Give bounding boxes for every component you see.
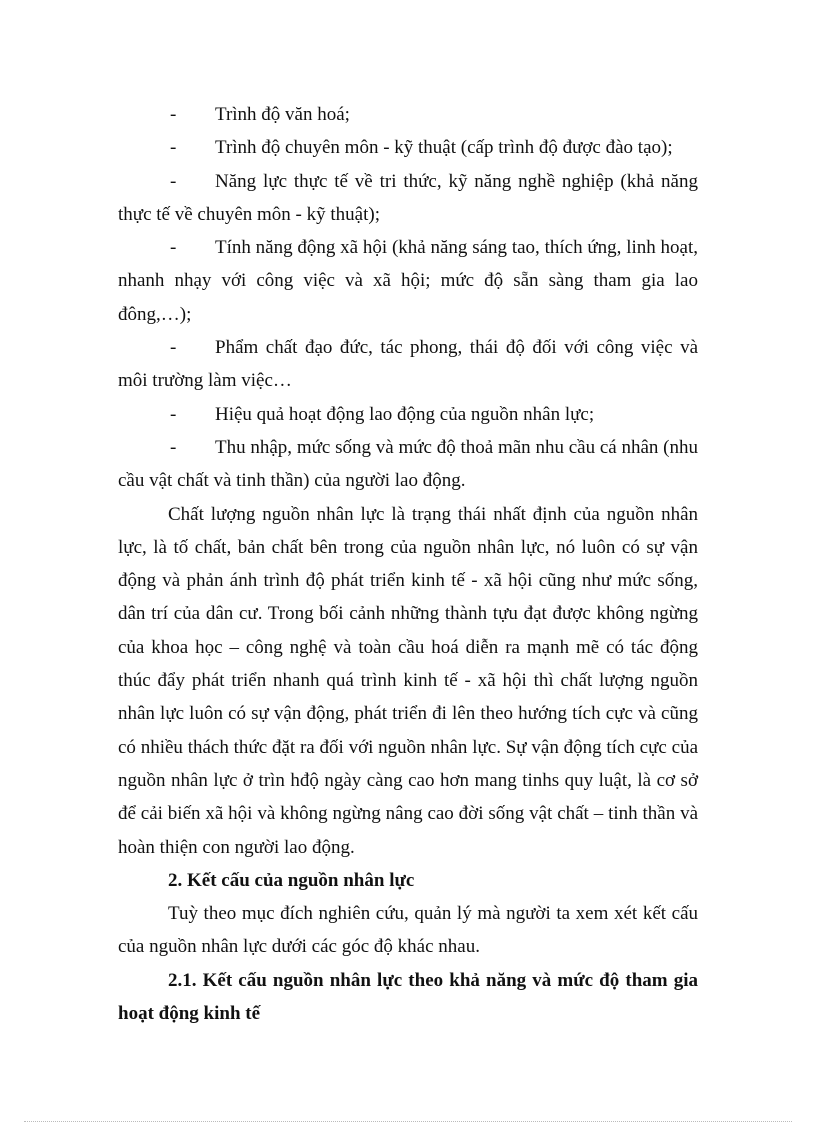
bullet-item [118, 398, 698, 431]
bullet-item [118, 231, 698, 331]
bullet-dash: - [170, 137, 177, 159]
bullet-text: Thu nhập, mức sống và mức độ thoả mãn nhu cầu cá nhân (nhu cầu vật chất và tinh thần) của người lao động. [118, 436, 698, 492]
document-page [118, 98, 698, 1030]
bullet-text: Năng lực thực tế về tri thức, kỹ năng nghề nghiệp (khả năng thực tế về chuyên môn - kỹ thuật); [118, 170, 698, 225]
bullet-text: Hiệu quả hoạt động lao động của nguồn nhân lực; [215, 403, 595, 425]
bullet-dash: - [170, 237, 177, 259]
bullet-item [118, 331, 698, 398]
bullet-item [118, 131, 698, 164]
bullet-text: Trình độ văn hoá; [215, 104, 350, 125]
bullet-dash: - [170, 403, 177, 425]
bullet-item [118, 98, 698, 131]
subsection-heading: 2.1. Kết cấu nguồn nhân lực theo khả năng và mức độ tham gia hoạt động kinh tế [118, 969, 698, 1025]
bullet-item [118, 431, 698, 498]
body-paragraph: Tuỳ theo mục đích nghiên cứu, quản lý mà người ta xem xét kết cấu của nguồn nhân lực dưới các góc độ khác nhau. [118, 903, 698, 958]
bullet-text: Tính năng động xã hội (khả năng sáng tao, thích ứng, linh hoạt, nhanh nhạy với công việc và xã hội; mức độ sẵn sàng tham gia lao đông,…); [118, 237, 698, 325]
bullet-text: Trình độ chuyên môn - kỹ thuật (cấp trình độ được đào tạo); [215, 137, 673, 159]
bullet-text: Phẩm chất đạo đức, tác phong, thái độ đối với công việc và môi trường làm việc… [118, 337, 698, 392]
bullet-dash: - [170, 104, 177, 125]
bullet-dash: - [170, 436, 177, 458]
bullet-item [118, 165, 698, 232]
section-heading: 2. Kết cấu của nguồn nhân lực [168, 869, 415, 891]
body-paragraph: Chất lượng nguồn nhân lực là trạng thái nhất định của nguồn nhân lực, là tố chất, bản chất bên trong của nguồn nhân lực, nó luôn có sự vận động và phản ánh trình độ phát triển kinh tế - xã hội cũng như mức sống, dân trí của dân cư. Trong bối cảnh những thành tựu đạt được không ngừng của khoa học – công nghệ và toàn cầu hoá diễn ra mạnh mẽ có tác động thúc đẩy phát triển nhanh quá trình kinh tế - xã hội thì chất lượng nguồn nhân lực luôn có sự vận động, phát triển đi lên theo hướng tích cực và cũng có nhiều thách thức đặt ra đối với nguồn nhân lực. Sự vận động tích cực của nguồn nhân lực ở trìn hđộ ngày càng cao hơn mang tinhs quy luật, là cơ sở để cải biến xã hội và không ngừng nâng cao đời sống vật chất – tinh thần và hoàn thiện con người lao động. [118, 503, 698, 858]
page-bottom-rule [24, 1121, 792, 1122]
bullet-dash: - [170, 170, 177, 192]
bullet-dash: - [170, 337, 177, 359]
